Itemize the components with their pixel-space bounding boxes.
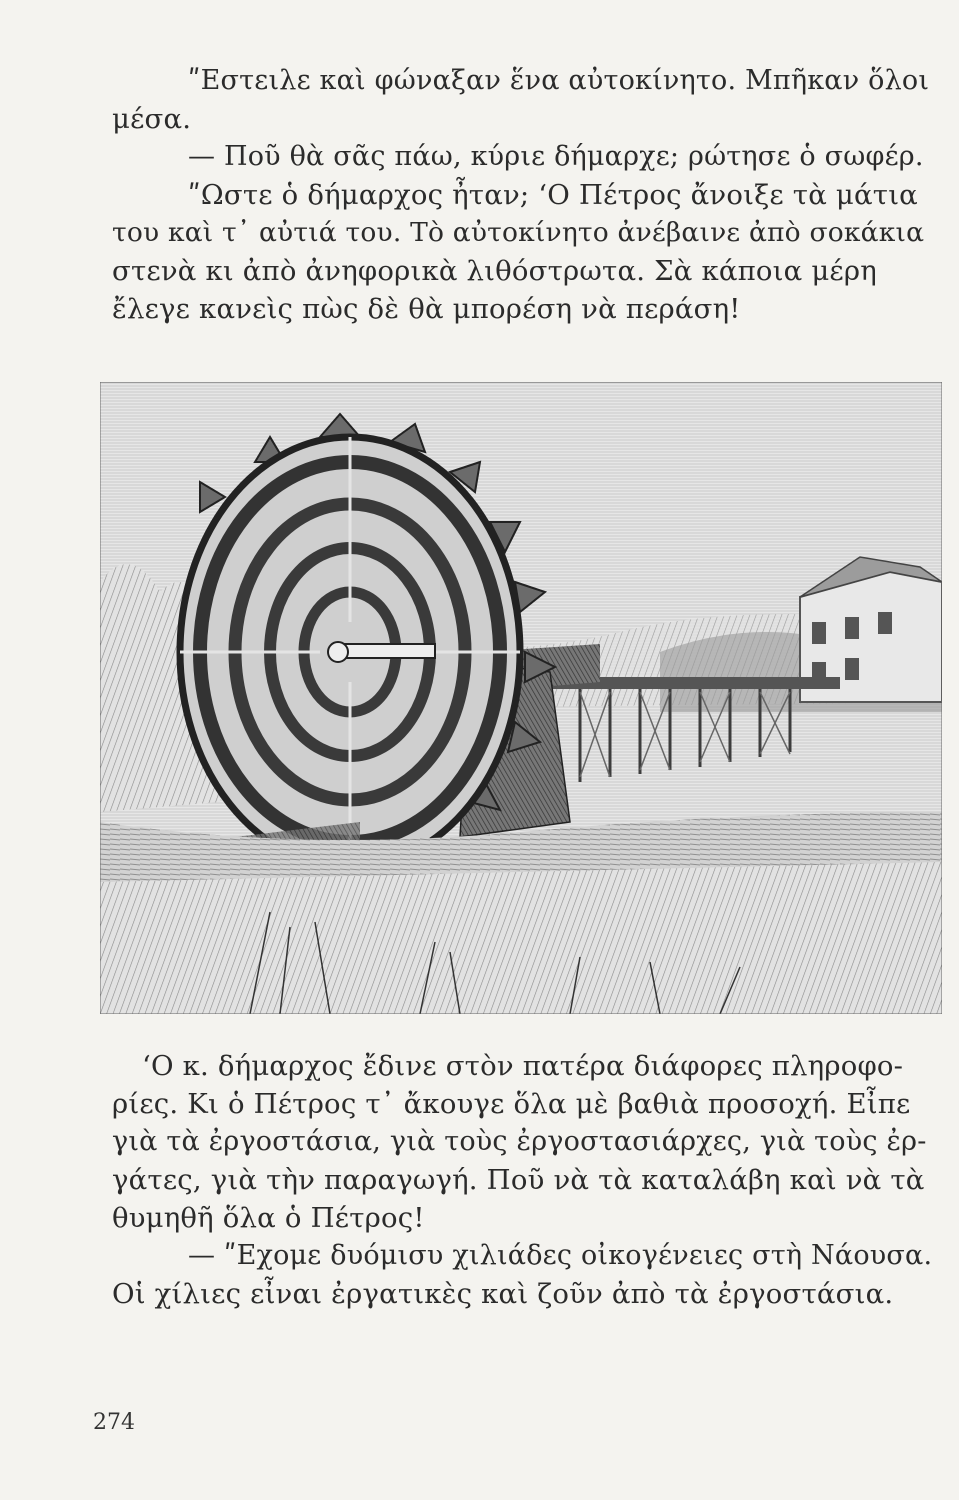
- text-line: — ʺΕχομε δυόμισυ χιλιάδες οἰκογένειες στὴ Νάουσα.: [188, 1240, 933, 1271]
- text-line: ἔλεγε κανεὶς πὼς δὲ θὰ μπορέση νὰ περάση!: [112, 293, 741, 325]
- text-line: μέσα.: [112, 103, 192, 135]
- waterwheel-illustration: [100, 382, 942, 1014]
- text-line: ʻΟ κ. δήμαρχος ἔδινε στὸν πατέρα διάφορες πληροφο-: [142, 1050, 904, 1082]
- text-line: του καὶ τ᾿ αὐτιά του. Τὸ αὐτοκίνητο ἀνέβαινε ἀπὸ σοκάκια: [112, 217, 925, 248]
- page-number: 274: [93, 1410, 135, 1435]
- text-line: — Ποῦ θὰ σᾶς πάω, κύριε δήμαρχε; ρώτησε ὁ σωφέρ.: [188, 141, 924, 172]
- text-line: ʺΕστειλε καὶ φώναξαν ἕνα αὐτοκίνητο. Μπῆκαν ὅλοι: [188, 65, 930, 96]
- paragraph-bottom: [112, 1047, 935, 1313]
- text-line: ʺΩστε ὁ δήμαρχος ἦταν; ʻΟ Πέτρος ἄνοιξε τὰ μάτια: [188, 179, 918, 211]
- text-line: γάτες, γιὰ τὴν παραγωγή. Ποῦ νὰ τὰ καταλάβη καὶ νὰ τὰ: [112, 1164, 925, 1196]
- paragraph-top: [112, 62, 935, 328]
- text-line: θυμηθῆ ὅλα ὁ Πέτρος!: [112, 1202, 425, 1234]
- text-line: στενὰ κι ἀπὸ ἀνηφορικὰ λιθόστρωτα. Σὰ κάποια μέρη: [112, 255, 877, 287]
- text-line: ρίες. Κι ὁ Πέτρος τ᾿ ἄκουγε ὅλα μὲ βαθιὰ προσοχή. Εἶπε: [112, 1088, 911, 1120]
- text-line: Οἱ χίλιες εἶναι ἐργατικὲς καὶ ζοῦν ἀπὸ τὰ ἐργοστάσια.: [112, 1278, 894, 1310]
- text-line: γιὰ τὰ ἐργοστάσια, γιὰ τοὺς ἐργοστασιάρχες, γιὰ τοὺς ἐρ-: [112, 1126, 927, 1157]
- waterwheel-engraving-icon: [100, 382, 942, 1014]
